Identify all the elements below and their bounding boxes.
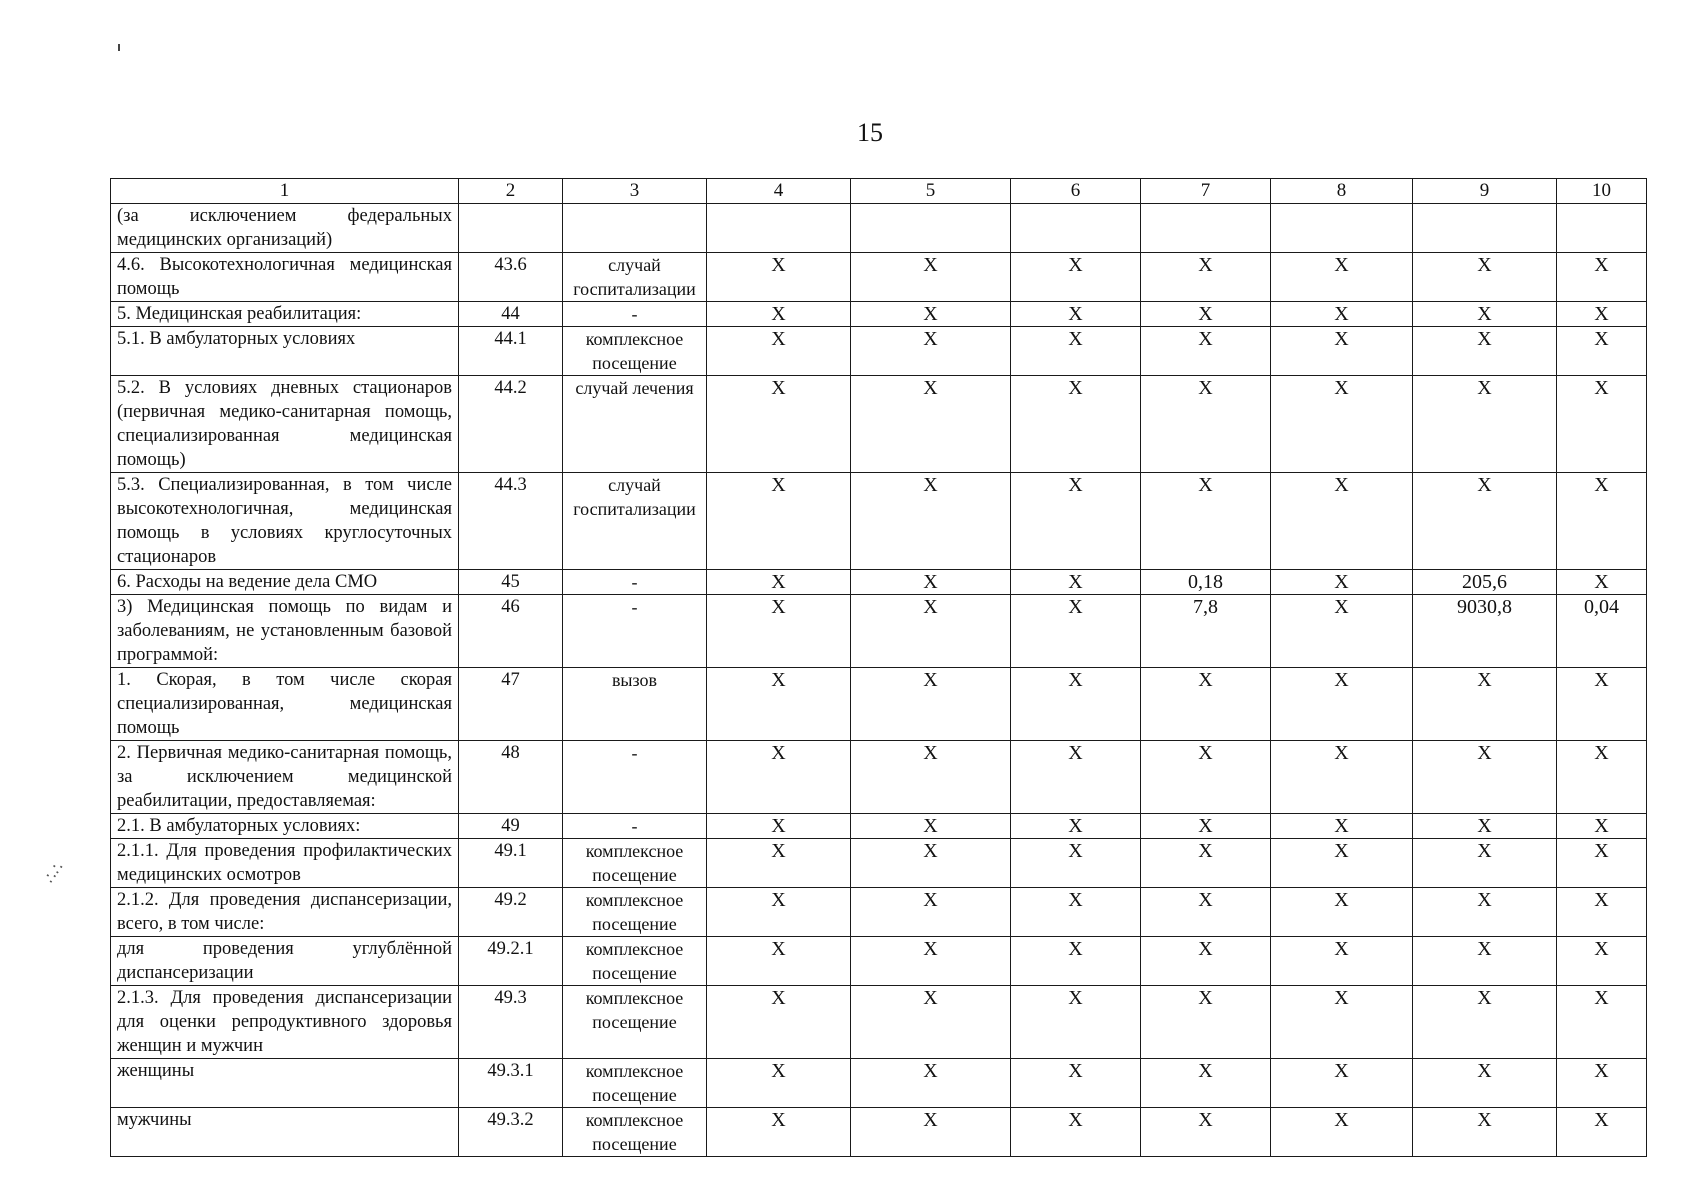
value-cell: X xyxy=(1011,814,1141,839)
value-cell: X xyxy=(1413,814,1557,839)
value-cell: X xyxy=(851,595,1011,668)
row-name-cell: 5.1. В амбулаторных условиях xyxy=(111,327,459,376)
value-cell: X xyxy=(707,814,851,839)
table-row xyxy=(111,376,1647,473)
value-cell: X xyxy=(1271,1108,1413,1157)
value-cell xyxy=(1271,204,1413,253)
value-cell: X xyxy=(707,839,851,888)
value-cell: X xyxy=(1141,937,1271,986)
value-cell: X xyxy=(1413,888,1557,937)
table-row xyxy=(111,839,1647,888)
row-unit-cell: случай госпитализации xyxy=(563,253,707,302)
row-name-cell: 3) Медицинская помощь по видам и заболеваниям, не установленным базовой программой: xyxy=(111,595,459,668)
row-code-cell: 48 xyxy=(459,741,563,814)
value-cell: X xyxy=(1011,376,1141,473)
value-cell: X xyxy=(1557,302,1647,327)
value-cell: X xyxy=(707,327,851,376)
value-cell: X xyxy=(1011,327,1141,376)
value-cell: X xyxy=(851,302,1011,327)
table-row xyxy=(111,253,1647,302)
value-cell: X xyxy=(1141,839,1271,888)
value-cell: X xyxy=(1011,473,1141,570)
table-row xyxy=(111,327,1647,376)
table-row xyxy=(111,473,1647,570)
row-unit-cell: комплексное посещение xyxy=(563,888,707,937)
value-cell: X xyxy=(1413,937,1557,986)
row-name-cell: женщины xyxy=(111,1059,459,1108)
value-cell: 9030,8 xyxy=(1413,595,1557,668)
value-cell: X xyxy=(1557,668,1647,741)
value-cell: X xyxy=(1557,741,1647,814)
row-name-cell: мужчины xyxy=(111,1108,459,1157)
value-cell: X xyxy=(1011,253,1141,302)
value-cell: X xyxy=(1011,888,1141,937)
row-code-cell: 44.2 xyxy=(459,376,563,473)
row-unit-cell: комплексное посещение xyxy=(563,1059,707,1108)
value-cell xyxy=(707,204,851,253)
row-code-cell: 47 xyxy=(459,668,563,741)
value-cell: X xyxy=(1413,741,1557,814)
value-cell: X xyxy=(1413,473,1557,570)
row-code-cell: 45 xyxy=(459,570,563,595)
value-cell: X xyxy=(1557,253,1647,302)
value-cell: X xyxy=(1557,570,1647,595)
table-row xyxy=(111,1059,1647,1108)
row-code-cell: 49.2.1 xyxy=(459,937,563,986)
value-cell: X xyxy=(1011,595,1141,668)
value-cell: X xyxy=(1271,595,1413,668)
value-cell: X xyxy=(1557,327,1647,376)
row-unit-cell: комплексное посещение xyxy=(563,986,707,1059)
value-cell: X xyxy=(1271,668,1413,741)
value-cell: X xyxy=(1271,376,1413,473)
table-row xyxy=(111,302,1647,327)
table-row xyxy=(111,814,1647,839)
value-cell: X xyxy=(1271,1059,1413,1108)
value-cell: X xyxy=(707,570,851,595)
row-unit-cell: - xyxy=(563,814,707,839)
value-cell: X xyxy=(1271,253,1413,302)
value-cell: 7,8 xyxy=(1141,595,1271,668)
value-cell: X xyxy=(1141,741,1271,814)
column-header: 8 xyxy=(1271,179,1413,204)
row-name-cell: 1. Скорая, в том числе скорая специализированная, медицинская помощь xyxy=(111,668,459,741)
value-cell: X xyxy=(1011,668,1141,741)
row-unit-cell: - xyxy=(563,595,707,668)
value-cell: X xyxy=(851,473,1011,570)
row-code-cell xyxy=(459,204,563,253)
row-code-cell: 49.3.1 xyxy=(459,1059,563,1108)
value-cell: X xyxy=(1141,302,1271,327)
value-cell: X xyxy=(1271,839,1413,888)
row-name-cell: 2. Первичная медико-санитарная помощь, за исключением медицинской реабилитации, предоставляемая: xyxy=(111,741,459,814)
value-cell: X xyxy=(1413,1108,1557,1157)
value-cell xyxy=(851,204,1011,253)
value-cell: X xyxy=(707,1059,851,1108)
value-cell: X xyxy=(1141,668,1271,741)
row-name-cell: для проведения углублённой диспансеризации xyxy=(111,937,459,986)
value-cell: 0,04 xyxy=(1557,595,1647,668)
value-cell: X xyxy=(1271,302,1413,327)
value-cell: X xyxy=(707,473,851,570)
data-table xyxy=(110,178,1647,1157)
value-cell: X xyxy=(851,327,1011,376)
value-cell: X xyxy=(1141,473,1271,570)
column-header: 1 xyxy=(111,179,459,204)
column-header: 3 xyxy=(563,179,707,204)
row-name-cell: 2.1. В амбулаторных условиях: xyxy=(111,814,459,839)
value-cell: X xyxy=(1557,1108,1647,1157)
value-cell: X xyxy=(1141,253,1271,302)
value-cell: X xyxy=(1413,253,1557,302)
value-cell: X xyxy=(851,986,1011,1059)
value-cell: X xyxy=(1413,1059,1557,1108)
value-cell: X xyxy=(1413,376,1557,473)
value-cell: X xyxy=(1557,1059,1647,1108)
table-row xyxy=(111,1108,1647,1157)
value-cell: X xyxy=(1557,814,1647,839)
value-cell: X xyxy=(851,937,1011,986)
value-cell: X xyxy=(1011,1059,1141,1108)
value-cell: X xyxy=(1557,888,1647,937)
value-cell: X xyxy=(1141,1108,1271,1157)
value-cell: X xyxy=(1557,937,1647,986)
row-code-cell: 44.1 xyxy=(459,327,563,376)
value-cell: X xyxy=(1141,376,1271,473)
value-cell: X xyxy=(1557,376,1647,473)
row-code-cell: 49 xyxy=(459,814,563,839)
value-cell: X xyxy=(1271,473,1413,570)
value-cell: X xyxy=(851,741,1011,814)
row-unit-cell: комплексное посещение xyxy=(563,839,707,888)
value-cell: X xyxy=(1271,570,1413,595)
value-cell: X xyxy=(1141,888,1271,937)
pen-scribble: ∴∴ xyxy=(41,858,69,887)
table-row xyxy=(111,888,1647,937)
value-cell: X xyxy=(851,1108,1011,1157)
row-unit-cell: комплексное посещение xyxy=(563,937,707,986)
column-header: 5 xyxy=(851,179,1011,204)
value-cell: X xyxy=(707,888,851,937)
value-cell: X xyxy=(1413,839,1557,888)
row-unit-cell: - xyxy=(563,570,707,595)
value-cell: X xyxy=(851,376,1011,473)
row-unit-cell: вызов xyxy=(563,668,707,741)
row-code-cell: 46 xyxy=(459,595,563,668)
value-cell: X xyxy=(851,1059,1011,1108)
column-header: 10 xyxy=(1557,179,1647,204)
row-name-cell: 2.1.3. Для проведения диспансеризации для оценки репродуктивного здоровья женщин и мужчин xyxy=(111,986,459,1059)
value-cell: X xyxy=(1271,741,1413,814)
value-cell: X xyxy=(1011,986,1141,1059)
value-cell: X xyxy=(1011,937,1141,986)
value-cell: X xyxy=(707,668,851,741)
row-name-cell: 2.1.2. Для проведения диспансеризации, всего, в том числе: xyxy=(111,888,459,937)
value-cell: X xyxy=(707,741,851,814)
value-cell: X xyxy=(1011,741,1141,814)
row-name-cell: 2.1.1. Для проведения профилактических медицинских осмотров xyxy=(111,839,459,888)
value-cell: X xyxy=(1271,814,1413,839)
value-cell: X xyxy=(851,570,1011,595)
value-cell: X xyxy=(851,814,1011,839)
value-cell: X xyxy=(851,253,1011,302)
value-cell: X xyxy=(707,595,851,668)
row-unit-cell: случай госпитализации xyxy=(563,473,707,570)
column-header: 4 xyxy=(707,179,851,204)
column-header: 6 xyxy=(1011,179,1141,204)
row-code-cell: 49.1 xyxy=(459,839,563,888)
value-cell: X xyxy=(1011,839,1141,888)
table-row xyxy=(111,204,1647,253)
row-code-cell: 43.6 xyxy=(459,253,563,302)
row-name-cell: 5.3. Специализированная, в том числе высокотехнологичная, медицинская помощь в условиях круглосуточных стационаров xyxy=(111,473,459,570)
row-code-cell: 49.3 xyxy=(459,986,563,1059)
row-unit-cell: - xyxy=(563,302,707,327)
value-cell: X xyxy=(707,986,851,1059)
row-name-cell: 6. Расходы на ведение дела СМО xyxy=(111,570,459,595)
table-row xyxy=(111,595,1647,668)
row-code-cell: 49.3.2 xyxy=(459,1108,563,1157)
value-cell xyxy=(1413,204,1557,253)
value-cell: X xyxy=(1557,473,1647,570)
value-cell: X xyxy=(1271,327,1413,376)
table-row xyxy=(111,937,1647,986)
table-row xyxy=(111,741,1647,814)
header-row xyxy=(111,179,1647,204)
table-row xyxy=(111,570,1647,595)
value-cell: X xyxy=(1011,302,1141,327)
row-unit-cell xyxy=(563,204,707,253)
row-unit-cell: комплексное посещение xyxy=(563,327,707,376)
table-row xyxy=(111,668,1647,741)
stray-mark xyxy=(118,44,120,51)
value-cell: X xyxy=(1141,327,1271,376)
value-cell: X xyxy=(1413,986,1557,1059)
value-cell: X xyxy=(851,888,1011,937)
row-code-cell: 44 xyxy=(459,302,563,327)
value-cell: X xyxy=(707,937,851,986)
value-cell: X xyxy=(1141,1059,1271,1108)
value-cell: X xyxy=(707,1108,851,1157)
value-cell: X xyxy=(1141,814,1271,839)
row-code-cell: 44.3 xyxy=(459,473,563,570)
value-cell: X xyxy=(1141,986,1271,1059)
column-header: 7 xyxy=(1141,179,1271,204)
row-unit-cell: комплексное посещение xyxy=(563,1108,707,1157)
value-cell: X xyxy=(707,302,851,327)
value-cell xyxy=(1011,204,1141,253)
value-cell: X xyxy=(1011,570,1141,595)
value-cell: X xyxy=(1271,937,1413,986)
table-body xyxy=(111,179,1647,1157)
column-header: 9 xyxy=(1413,179,1557,204)
value-cell: X xyxy=(1011,1108,1141,1157)
value-cell: X xyxy=(1271,888,1413,937)
value-cell: X xyxy=(1557,986,1647,1059)
row-name-cell: 5.2. В условиях дневных стационаров (первичная медико-санитарная помощь, специализированная медицинская помощь) xyxy=(111,376,459,473)
value-cell: X xyxy=(1271,986,1413,1059)
row-unit-cell: случай лечения xyxy=(563,376,707,473)
row-name-cell: 5. Медицинская реабилитация: xyxy=(111,302,459,327)
value-cell: X xyxy=(707,376,851,473)
row-name-cell: 4.6. Высокотехнологичная медицинская помощь xyxy=(111,253,459,302)
value-cell: 205,6 xyxy=(1413,570,1557,595)
value-cell: X xyxy=(1413,668,1557,741)
value-cell: X xyxy=(1413,302,1557,327)
value-cell xyxy=(1141,204,1271,253)
table-row xyxy=(111,986,1647,1059)
value-cell: 0,18 xyxy=(1141,570,1271,595)
value-cell: X xyxy=(707,253,851,302)
column-header: 2 xyxy=(459,179,563,204)
row-code-cell: 49.2 xyxy=(459,888,563,937)
value-cell: X xyxy=(851,839,1011,888)
value-cell: X xyxy=(851,668,1011,741)
row-name-cell: (за исключением федеральных медицинских организаций) xyxy=(111,204,459,253)
value-cell xyxy=(1557,204,1647,253)
value-cell: X xyxy=(1557,839,1647,888)
value-cell: X xyxy=(1413,327,1557,376)
row-unit-cell: - xyxy=(563,741,707,814)
page-number: 15 xyxy=(857,118,883,147)
